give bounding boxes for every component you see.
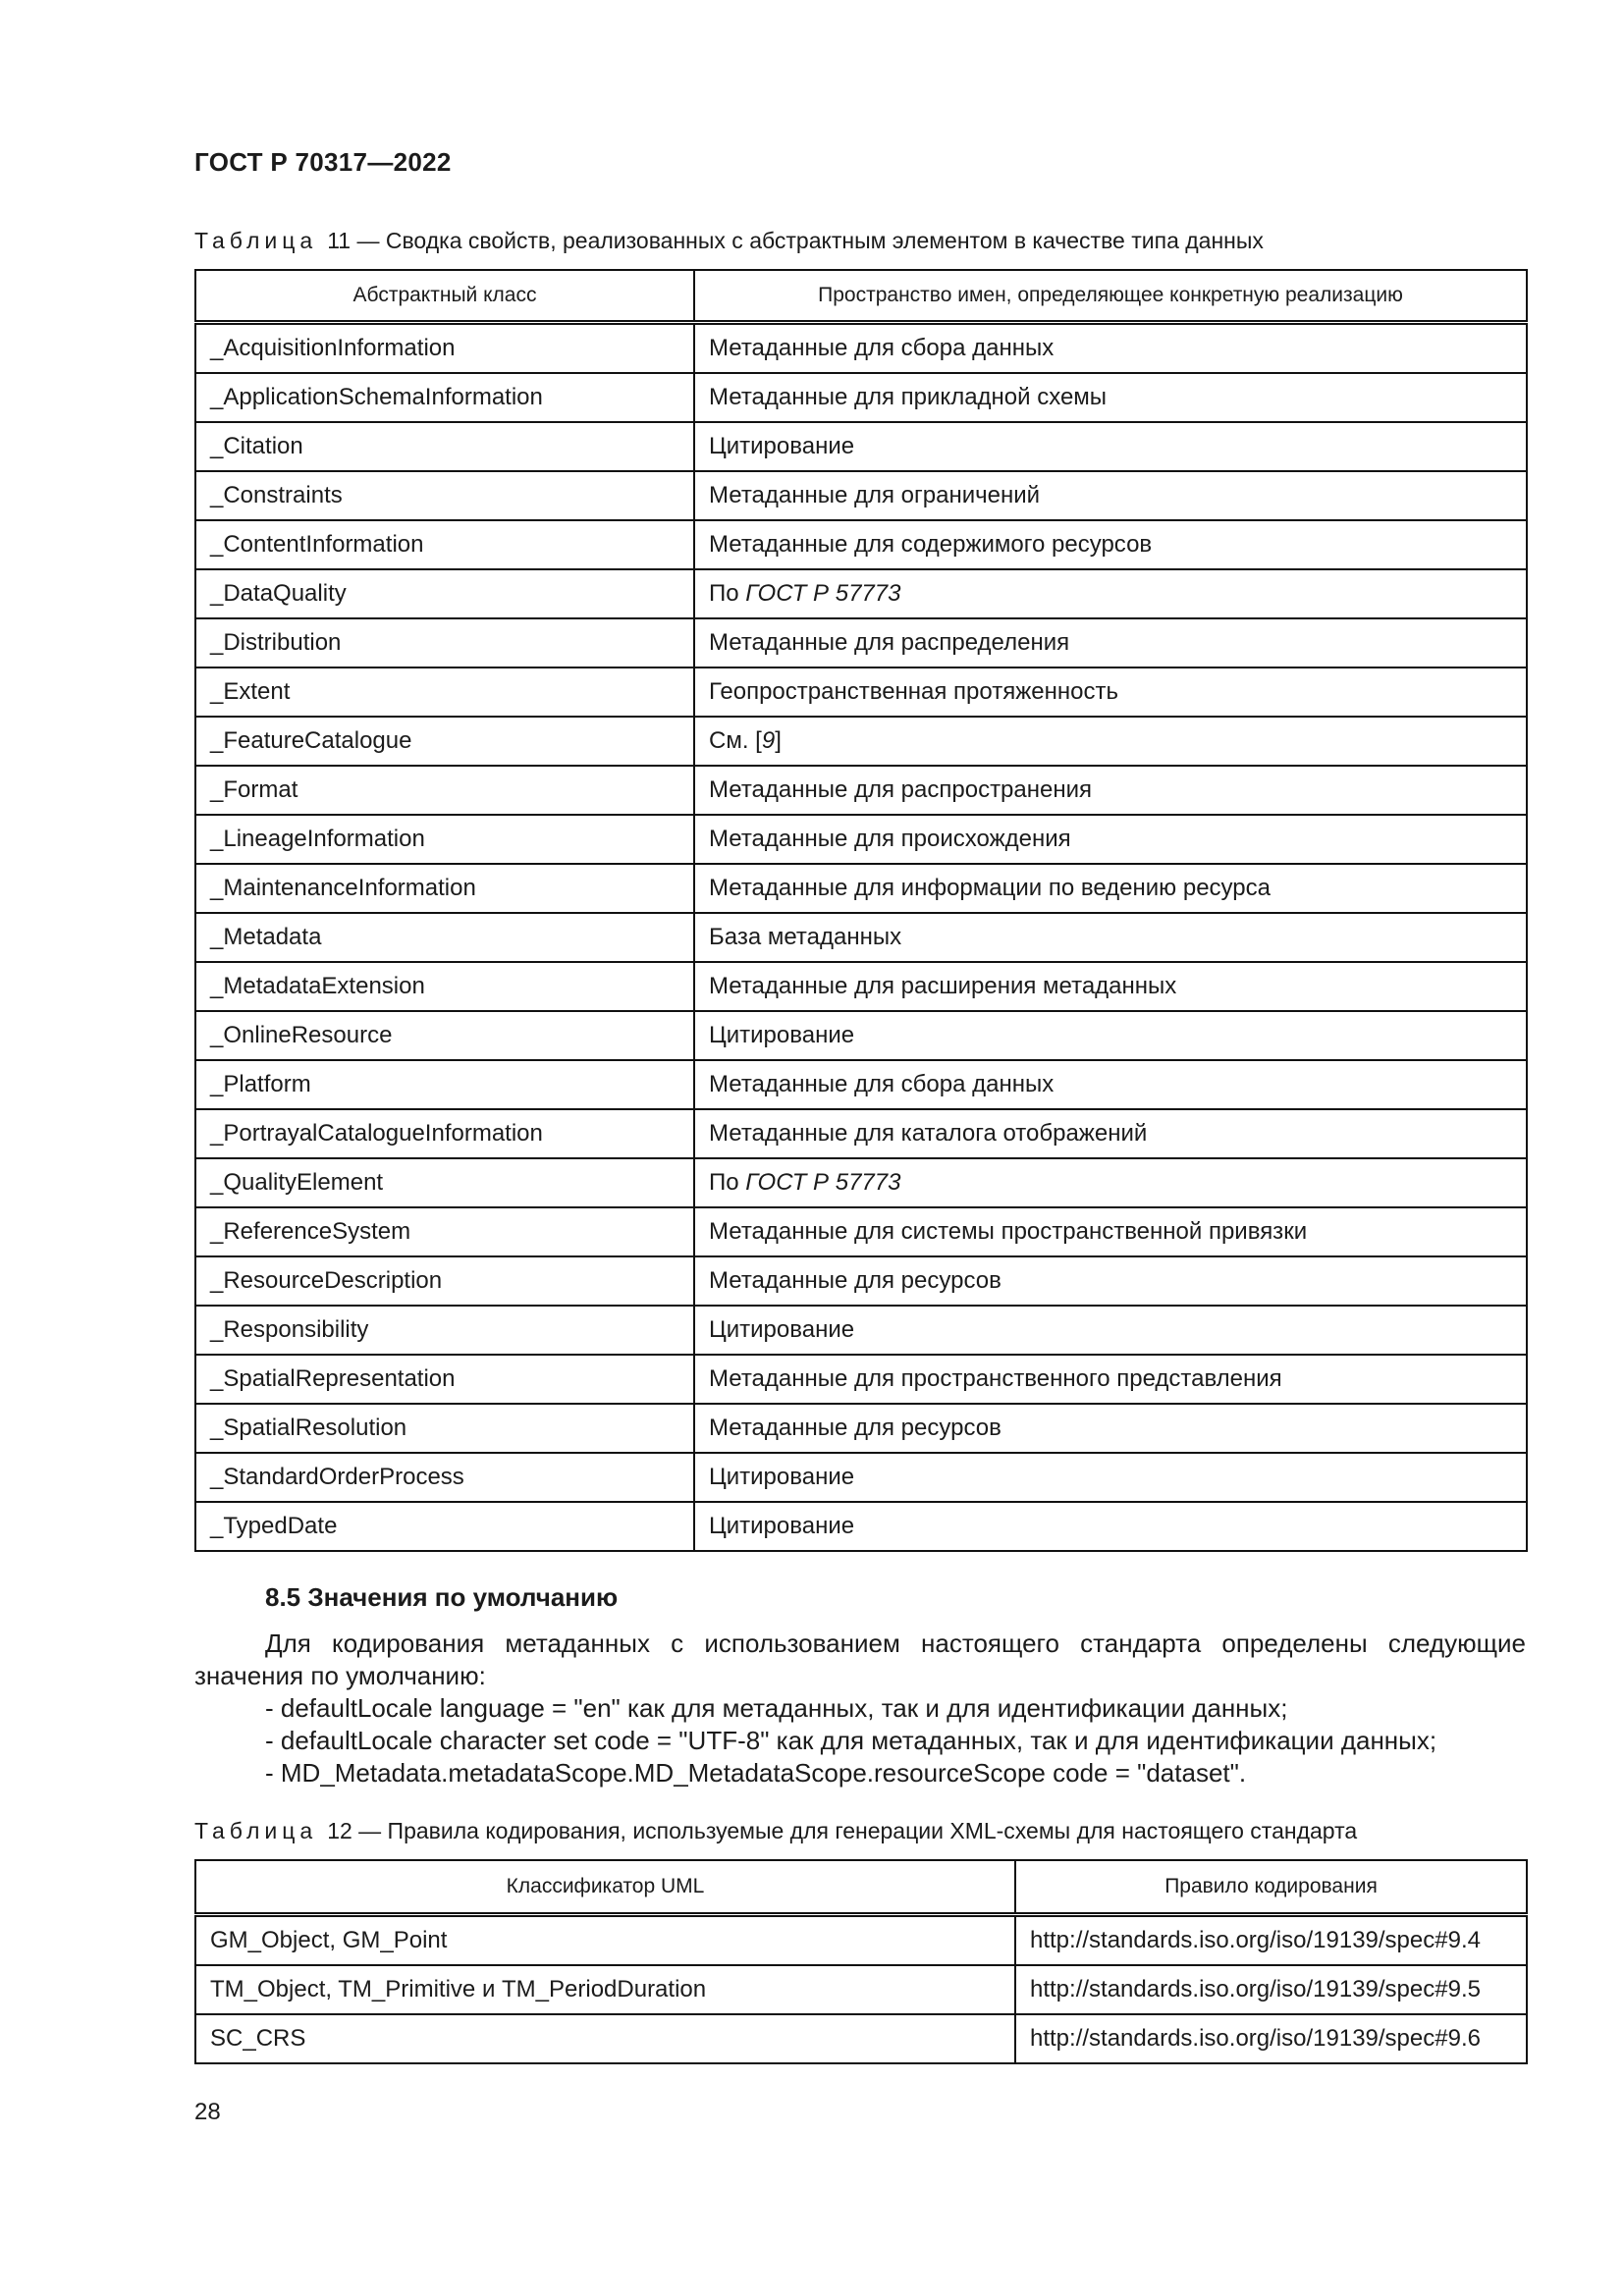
namespace-cell: Метаданные для распределения <box>694 618 1527 667</box>
table-row <box>195 569 1527 618</box>
class-cell: _ContentInformation <box>195 520 694 569</box>
table-row <box>195 962 1527 1011</box>
namespace-cell: Геопространственная протяженность <box>694 667 1527 717</box>
table-11-header-row <box>195 270 1527 323</box>
table-row <box>195 1915 1527 1966</box>
table-12-column-header: Правило кодирования <box>1015 1860 1527 1915</box>
uml-classifier-cell: SC_CRS <box>195 2014 1015 2063</box>
table-row <box>195 913 1527 962</box>
table-11-caption-prefix: Таблица <box>194 228 318 253</box>
table-12-caption <box>194 1818 1357 1844</box>
table-12 <box>194 1859 1528 2064</box>
table-12-header-row <box>195 1860 1527 1915</box>
class-cell: _Citation <box>195 422 694 471</box>
class-cell: _Constraints <box>195 471 694 520</box>
namespace-cell: Цитирование <box>694 1453 1527 1502</box>
class-cell: _MaintenanceInformation <box>195 864 694 913</box>
table-11-column-header: Абстрактный класс <box>195 270 694 323</box>
namespace-cell: Метаданные для сбора данных <box>694 323 1527 374</box>
table-row <box>195 1256 1527 1306</box>
table-row <box>195 323 1527 374</box>
table-12-caption-text: 12 — Правила кодирования, используемые для генерации XML-схемы для настоящего стандарта <box>327 1818 1358 1843</box>
namespace-cell: Метаданные для расширения метаданных <box>694 962 1527 1011</box>
namespace-cell: Цитирование <box>694 1502 1527 1551</box>
standard-reference: ГОСТ Р 57773 <box>745 1169 901 1196</box>
standard-reference: ГОСТ Р 57773 <box>745 580 901 607</box>
namespace-cell <box>694 1158 1527 1207</box>
table-row <box>195 1965 1527 2014</box>
namespace-cell <box>694 717 1527 766</box>
class-cell: _Platform <box>195 1060 694 1109</box>
table-11-column-header: Пространство имен, определяющее конкретную реализацию <box>694 270 1527 323</box>
class-cell: _SpatialResolution <box>195 1404 694 1453</box>
table-12-column-header: Классификатор UML <box>195 1860 1015 1915</box>
table-row <box>195 667 1527 717</box>
namespace-cell: Метаданные для содержимого ресурсов <box>694 520 1527 569</box>
namespace-cell: База метаданных <box>694 913 1527 962</box>
default-value-item: - defaultLocale character set code = "UTF-8" как для метаданных, так и для идентификации данных; <box>265 1726 1437 1755</box>
class-cell: _Metadata <box>195 913 694 962</box>
namespace-cell: Метаданные для ограничений <box>694 471 1527 520</box>
class-cell: _Distribution <box>195 618 694 667</box>
page-number: 28 <box>194 2099 221 2125</box>
table-row <box>195 1207 1527 1256</box>
table-11-caption <box>194 228 1264 254</box>
namespace-cell: Метаданные для сбора данных <box>694 1060 1527 1109</box>
table-row <box>195 373 1527 422</box>
namespace-suffix: ] <box>775 727 782 754</box>
encoding-rule-cell: http://standards.iso.org/iso/19139/spec#9.5 <box>1015 1965 1527 2014</box>
table-row <box>195 815 1527 864</box>
class-cell: _Format <box>195 766 694 815</box>
namespace-prefix: По <box>709 580 746 607</box>
namespace-cell: Метаданные для каталога отображений <box>694 1109 1527 1158</box>
namespace-cell: Метаданные для происхождения <box>694 815 1527 864</box>
table-row <box>195 1453 1527 1502</box>
table-row <box>195 766 1527 815</box>
section-body <box>194 1628 1526 1789</box>
class-cell: _DataQuality <box>195 569 694 618</box>
table-row <box>195 618 1527 667</box>
namespace-cell: Метаданные для распространения <box>694 766 1527 815</box>
namespace-cell: Метаданные для ресурсов <box>694 1404 1527 1453</box>
class-cell: _LineageInformation <box>195 815 694 864</box>
document-header: ГОСТ Р 70317—2022 <box>194 147 452 177</box>
namespace-prefix: По <box>709 1169 746 1196</box>
encoding-rule-cell: http://standards.iso.org/iso/19139/spec#9.6 <box>1015 2014 1527 2063</box>
table-row <box>195 471 1527 520</box>
table-row <box>195 520 1527 569</box>
class-cell: _Responsibility <box>195 1306 694 1355</box>
namespace-cell: Цитирование <box>694 422 1527 471</box>
table-row <box>195 1060 1527 1109</box>
table-row <box>195 1306 1527 1355</box>
class-cell: _ApplicationSchemaInformation <box>195 373 694 422</box>
uml-classifier-cell: TM_Object, TM_Primitive и TM_PeriodDuration <box>195 1965 1015 2014</box>
class-cell: _AcquisitionInformation <box>195 323 694 374</box>
namespace-cell: Цитирование <box>694 1306 1527 1355</box>
table-row <box>195 1158 1527 1207</box>
table-row <box>195 2014 1527 2063</box>
section-intro: Для кодирования метаданных с использованием настоящего стандарта определены следующие значения по умолчанию: <box>194 1629 1526 1690</box>
class-cell: _StandardOrderProcess <box>195 1453 694 1502</box>
table-12-caption-prefix: Таблица <box>194 1818 318 1843</box>
class-cell: _SpatialRepresentation <box>195 1355 694 1404</box>
namespace-cell: Метаданные для прикладной схемы <box>694 373 1527 422</box>
table-row <box>195 422 1527 471</box>
table-11 <box>194 269 1528 1552</box>
namespace-cell: Метаданные для информации по ведению ресурса <box>694 864 1527 913</box>
bibliography-reference: 9 <box>761 727 776 754</box>
namespace-cell: Метаданные для системы пространственной привязки <box>694 1207 1527 1256</box>
namespace-cell <box>694 569 1527 618</box>
default-value-item: - MD_Metadata.metadataScope.MD_MetadataScope.resourceScope code = "dataset". <box>265 1758 1247 1788</box>
table-11-caption-text: 11 — Сводка свойств, реализованных с абстрактным элементом в качестве типа данных <box>327 228 1264 253</box>
section-title: 8.5 Значения по умолчанию <box>265 1582 619 1612</box>
class-cell: _Extent <box>195 667 694 717</box>
table-row <box>195 1011 1527 1060</box>
namespace-cell: Цитирование <box>694 1011 1527 1060</box>
table-row <box>195 717 1527 766</box>
class-cell: _ReferenceSystem <box>195 1207 694 1256</box>
default-value-item: - defaultLocale language = "en" как для метаданных, так и для идентификации данных; <box>265 1693 1288 1723</box>
encoding-rule-cell: http://standards.iso.org/iso/19139/spec#9.4 <box>1015 1915 1527 1966</box>
table-row <box>195 1404 1527 1453</box>
namespace-cell: Метаданные для ресурсов <box>694 1256 1527 1306</box>
class-cell: _FeatureCatalogue <box>195 717 694 766</box>
table-row <box>195 1355 1527 1404</box>
uml-classifier-cell: GM_Object, GM_Point <box>195 1915 1015 1966</box>
namespace-prefix: См. [ <box>709 727 762 754</box>
class-cell: _MetadataExtension <box>195 962 694 1011</box>
class-cell: _PortrayalCatalogueInformation <box>195 1109 694 1158</box>
class-cell: _TypedDate <box>195 1502 694 1551</box>
table-row <box>195 1502 1527 1551</box>
class-cell: _ResourceDescription <box>195 1256 694 1306</box>
table-row <box>195 1109 1527 1158</box>
namespace-cell: Метаданные для пространственного представления <box>694 1355 1527 1404</box>
class-cell: _QualityElement <box>195 1158 694 1207</box>
table-row <box>195 864 1527 913</box>
class-cell: _OnlineResource <box>195 1011 694 1060</box>
